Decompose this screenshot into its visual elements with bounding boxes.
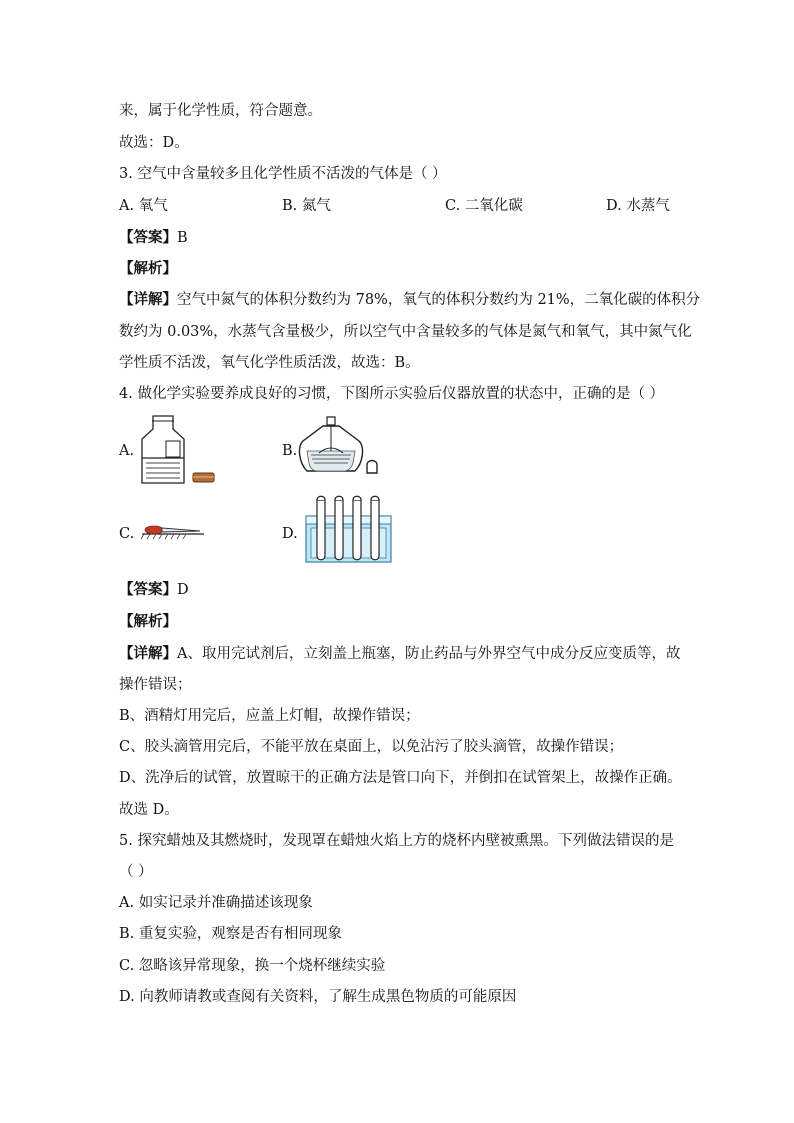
figure-label-d: D. <box>282 526 298 542</box>
q5-option-a: A. 如实记录并准确描述该现象 <box>119 895 313 911</box>
detail-tag: 【详解】 <box>119 291 177 308</box>
detail-text: 空气中氮气的体积分数约为 78%，氧气的体积分数约为 21%，二氧化碳的体积分 <box>177 292 701 308</box>
q3-option-a: A. 氧气 <box>119 198 168 214</box>
detail-line <box>119 290 700 310</box>
dropper-figure <box>140 520 206 542</box>
detail-line: 故选 D。 <box>119 802 179 818</box>
figure-label-a: A. <box>119 443 135 459</box>
detail-line: 操作错误； <box>119 677 192 693</box>
q5-option-b: B. 重复实验，观察是否有相同现象 <box>119 926 342 942</box>
answer-value: B <box>177 230 188 246</box>
text-line: 来，属于化学性质，符合题意。 <box>119 103 322 119</box>
q3-option-d: D. 水蒸气 <box>606 198 670 214</box>
answer-tag: 【答案】 <box>119 229 177 246</box>
question-3: 3. 空气中含量较多且化学性质不活泼的气体是（ ） <box>119 166 447 182</box>
detail-line: 数约为 0.03%，水蒸气含量极少，所以空气中含量较多的气体是氮气和氧气，其中氮气化 <box>119 324 692 340</box>
text-line: 故选：D。 <box>119 135 189 151</box>
analysis-tag: 【解析】 <box>119 260 177 277</box>
answer-line <box>119 228 188 248</box>
detail-text: A、取用完试剂后，立刻盖上瓶塞，防止药品与外界空气中成分反应变质等，故 <box>177 646 681 662</box>
answer-value: D <box>177 582 189 598</box>
test-tube-rack-figure <box>303 494 395 566</box>
question-5: 5. 探究蜡烛及其燃烧时，发现罩在蜡烛火焰上方的烧杯内壁被熏黑。下列做法错误的是 <box>119 833 674 849</box>
question-4: 4. 做化学实验要养成良好的习惯，下图所示实验后仪器放置的状态中，正确的是（ ） <box>119 386 665 402</box>
detail-line <box>119 644 680 664</box>
answer-line <box>119 580 189 600</box>
detail-line: B、酒精灯用完后，应盖上灯帽，故操作错误； <box>119 708 420 724</box>
alcohol-lamp-figure <box>297 413 387 479</box>
detail-line: 学性质不活泼，氧气化学性质活泼，故选：B。 <box>119 355 420 371</box>
q5-option-c: C. 忽略该异常现象，换一个烧杯继续实验 <box>119 958 386 974</box>
q5-option-d: D. 向教师请教或查阅有关资料，了解生成黑色物质的可能原因 <box>119 989 517 1005</box>
q3-option-b: B. 氮气 <box>282 198 331 214</box>
detail-tag: 【详解】 <box>119 645 177 662</box>
reagent-bottle-figure <box>136 413 220 489</box>
analysis-tag: 【解析】 <box>119 613 177 630</box>
figure-label-b: B. <box>282 443 298 459</box>
detail-line: D、洗净后的试管，放置晾干的正确方法是管口向下，并倒扣在试管架上，故操作正确。 <box>119 770 682 786</box>
answer-tag: 【答案】 <box>119 581 177 598</box>
q3-option-c: C. 二氧化碳 <box>445 198 523 214</box>
detail-line: C、胶头滴管用完后，不能平放在桌面上，以免沾污了胶头滴管，故操作错误； <box>119 739 624 755</box>
question-5-bracket: （ ） <box>119 864 153 880</box>
figure-label-c: C. <box>119 526 135 542</box>
